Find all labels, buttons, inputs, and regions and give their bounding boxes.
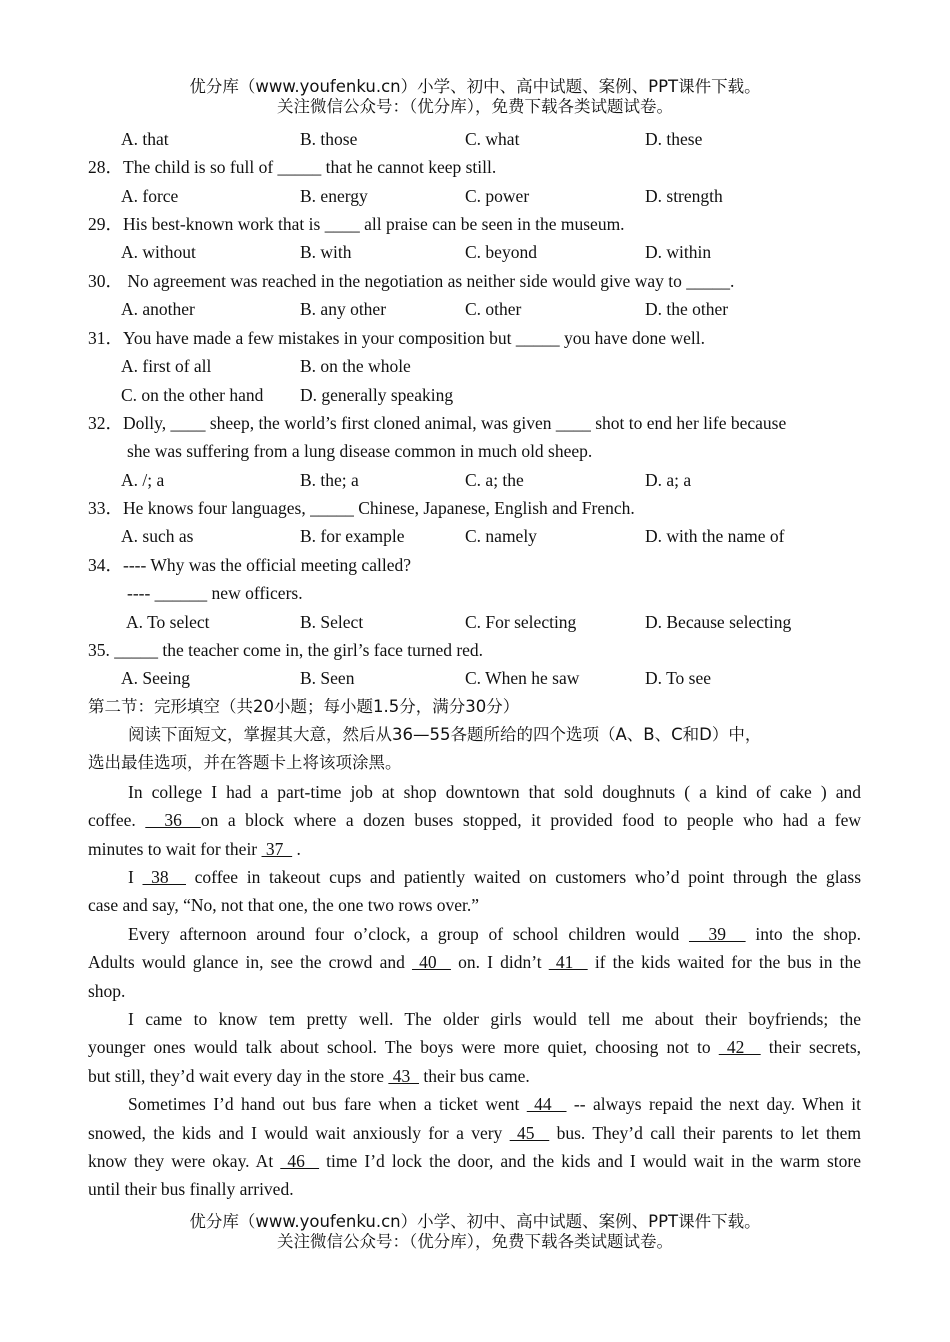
option-a: A. first of all (121, 356, 212, 376)
blank-39: 39 (688, 924, 746, 944)
blank-42: 42 (718, 1037, 761, 1057)
passage-line: I 38 coffee in takeout cups and patiently waited on customers who’d point through the glass (128, 867, 862, 887)
question-28-options (88, 185, 861, 207)
option-d: D. the other (645, 299, 729, 319)
option-d: D. with the name of (645, 526, 785, 546)
option-d: D. To see (645, 668, 712, 688)
question-33-stem: 33．He knows four languages, _____ Chinese, Japanese, English and French. (88, 498, 635, 518)
option-a: A. such as (121, 526, 194, 546)
passage-line: snowed, the kids and I would wait anxiously for a very 45 bus. They’d call their parents to let them (88, 1123, 861, 1143)
blank-41: 41 (548, 952, 588, 972)
option-c: C. power (465, 186, 530, 206)
passage-line: Adults would glance in, see the crowd and 40 on. I didn’t 41 if the kids waited for the bus in the (88, 952, 861, 972)
passage-line: until their bus finally arrived. (88, 1179, 294, 1199)
option-c: C. on the other hand (121, 385, 264, 405)
passage-line: In college I had a part-time job at shop downtown that sold doughnuts ( a kind of cake ) and (128, 782, 861, 802)
blank-46: 46 (280, 1151, 320, 1171)
option-a: A. another (121, 299, 195, 319)
option-c: C. other (465, 299, 522, 319)
section-title: 第二节：完形填空（共20小题；每小题1.5分，满分30分） (88, 697, 520, 716)
passage-line: I came to know tem pretty well. The older girls would tell me about their boyfriends; the (128, 1009, 861, 1029)
question-34-stem-line-1: 34．---- Why was the official meeting called? (88, 555, 411, 575)
option-d: D. a; a (645, 470, 692, 490)
passage-line: case and say, “No, not that one, the one two rows over.” (88, 895, 480, 915)
blank-40: 40 (411, 952, 451, 972)
question-31-stem: 31．You have made a few mistakes in your composition but _____ you have done well. (88, 328, 705, 348)
option-a: A. that (121, 129, 169, 149)
question-27-options (88, 128, 861, 150)
option-d: D. Because selecting (645, 612, 792, 632)
option-b: B. Select (300, 612, 364, 632)
question-29-options (88, 241, 861, 263)
page-header-line-2: 关注微信公众号：（优分库），免费下载各类试题试卷。 (277, 97, 673, 116)
blank-38: 38 (142, 867, 186, 887)
blank-45: 45 (509, 1123, 550, 1143)
question-30-stem: 30． No agreement was reached in the negotiation as neither side would give way to _____. (88, 271, 735, 291)
option-b: B. Seen (300, 668, 355, 688)
passage-line: coffee. 36 on a block where a dozen buses stopped, it provided food to people who had a few (88, 810, 861, 830)
option-c: C. For selecting (465, 612, 577, 632)
option-a: A. force (121, 186, 179, 206)
question-34-options (88, 611, 861, 633)
question-30-options (88, 298, 861, 320)
question-29-stem: 29．His best-known work that is ____ all praise can be seen in the museum. (88, 214, 625, 234)
question-35-options (88, 667, 861, 689)
passage-line: know they were okay. At 46 time I’d lock the door, and the kids and I would wait in the warm store (88, 1151, 862, 1171)
option-c: C. what (465, 129, 520, 149)
option-c: C. beyond (465, 242, 537, 262)
page-header-line-1: 优分库（www.youfenku.cn）小学、初中、高中试题、案例、PPT课件下载。 (189, 77, 761, 96)
option-c: C. a; the (465, 470, 524, 490)
passage-line: minutes to wait for their 37 . (88, 839, 301, 859)
option-d: D. strength (645, 186, 723, 206)
passage-line: but still, they’d wait every day in the store 43 their bus came. (88, 1066, 530, 1086)
blank-37: 37 (261, 839, 293, 859)
option-a: A. Seeing (121, 668, 191, 688)
question-31-options-row-1 (88, 355, 861, 377)
option-c: C. namely (465, 526, 537, 546)
option-d: D. within (645, 242, 712, 262)
question-35-stem: 35. _____ the teacher come in, the girl’s face turned red. (88, 640, 484, 660)
option-b: B. on the whole (300, 356, 411, 376)
passage-line: shop. (88, 981, 126, 1001)
passage-line: Every afternoon around four o’clock, a group of school children would 39 into the shop. (128, 924, 861, 944)
page-footer-line-1: 优分库（www.youfenku.cn）小学、初中、高中试题、案例、PPT课件下载。 (189, 1212, 761, 1231)
option-a: A. without (121, 242, 196, 262)
question-32-options (88, 469, 861, 491)
option-b: B. those (300, 129, 358, 149)
option-a: A. /; a (121, 470, 165, 490)
section-instructions-line-2: 选出最佳选项，并在答题卡上将该项涂黑。 (88, 753, 402, 772)
option-b: B. energy (300, 186, 368, 206)
option-c: C. When he saw (465, 668, 580, 688)
blank-43: 43 (388, 1066, 419, 1086)
page-footer-line-2: 关注微信公众号：（优分库），免费下载各类试题试卷。 (277, 1232, 673, 1251)
option-b: B. for example (300, 526, 405, 546)
option-b: B. the; a (300, 470, 359, 490)
question-33-options (88, 525, 861, 547)
option-d: D. these (645, 129, 703, 149)
option-d: D. generally speaking (300, 385, 454, 405)
option-a: A. To select (126, 612, 210, 632)
question-32-stem-line-1: 32．Dolly, ____ sheep, the world’s first cloned animal, was given ____ shot to end her life because (88, 413, 787, 433)
question-34-stem-line-2: ---- ______ new officers. (127, 583, 303, 603)
blank-44: 44 (526, 1094, 567, 1114)
option-b: B. any other (300, 299, 387, 319)
passage-line: younger ones would talk about school. The boys were more quiet, choosing not to 42 their secrets, (88, 1037, 862, 1057)
passage-line: Sometimes I’d hand out bus fare when a ticket went 44 -- always repaid the next day. When it (128, 1094, 862, 1114)
question-28-stem: 28．The child is so full of _____ that he cannot keep still. (88, 157, 497, 177)
section-instructions-line-1: 阅读下面短文，掌握其大意，然后从36—55各题所给的四个选项（A、B、C和D）中， (128, 725, 762, 744)
option-b: B. with (300, 242, 352, 262)
blank-36: 36 (145, 810, 201, 830)
question-31-options-row-2 (88, 384, 861, 406)
question-32-stem-line-2: she was suffering from a lung disease common in much old sheep. (127, 441, 593, 461)
